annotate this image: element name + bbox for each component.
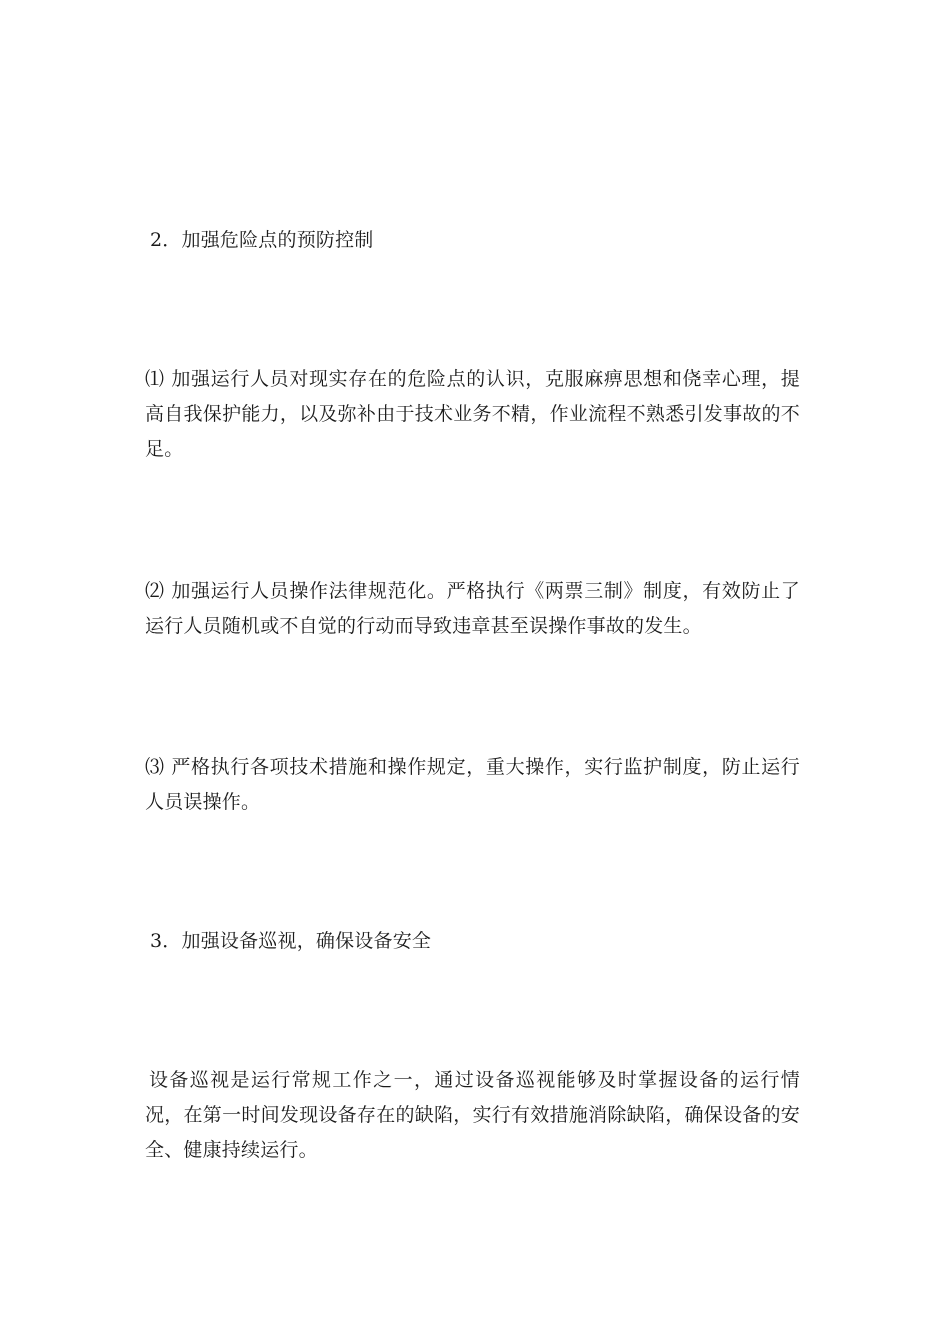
section-heading-2: 2．加强危险点的预防控制 [150,229,374,251]
list-item-2: ⑵ 加强运行人员操作法律规范化。严格执行《两票三制》制度，有效防止了运行人员随机或不自觉的行动而导致违章甚至误操作事故的发生。 [145,580,800,637]
list-item-1: ⑴ 加强运行人员对现实存在的危险点的认识，克服麻痹思想和侥幸心理，提高自我保护能力，以及弥补由于技术业务不精，作业流程不熟悉引发事故的不足。 [145,368,800,460]
list-item-3: ⑶ 严格执行各项技术措施和操作规定，重大操作，实行监护制度，防止运行人员误操作。 [145,756,800,813]
section-heading-3: 3．加强设备巡视，确保设备安全 [150,930,432,952]
body-paragraph: 设备巡视是运行常规工作之一，通过设备巡视能够及时掌握设备的运行情况，在第一时间发现设备存在的缺陷，实行有效措施消除缺陷，确保设备的安全、健康持续运行。 [145,1069,800,1161]
